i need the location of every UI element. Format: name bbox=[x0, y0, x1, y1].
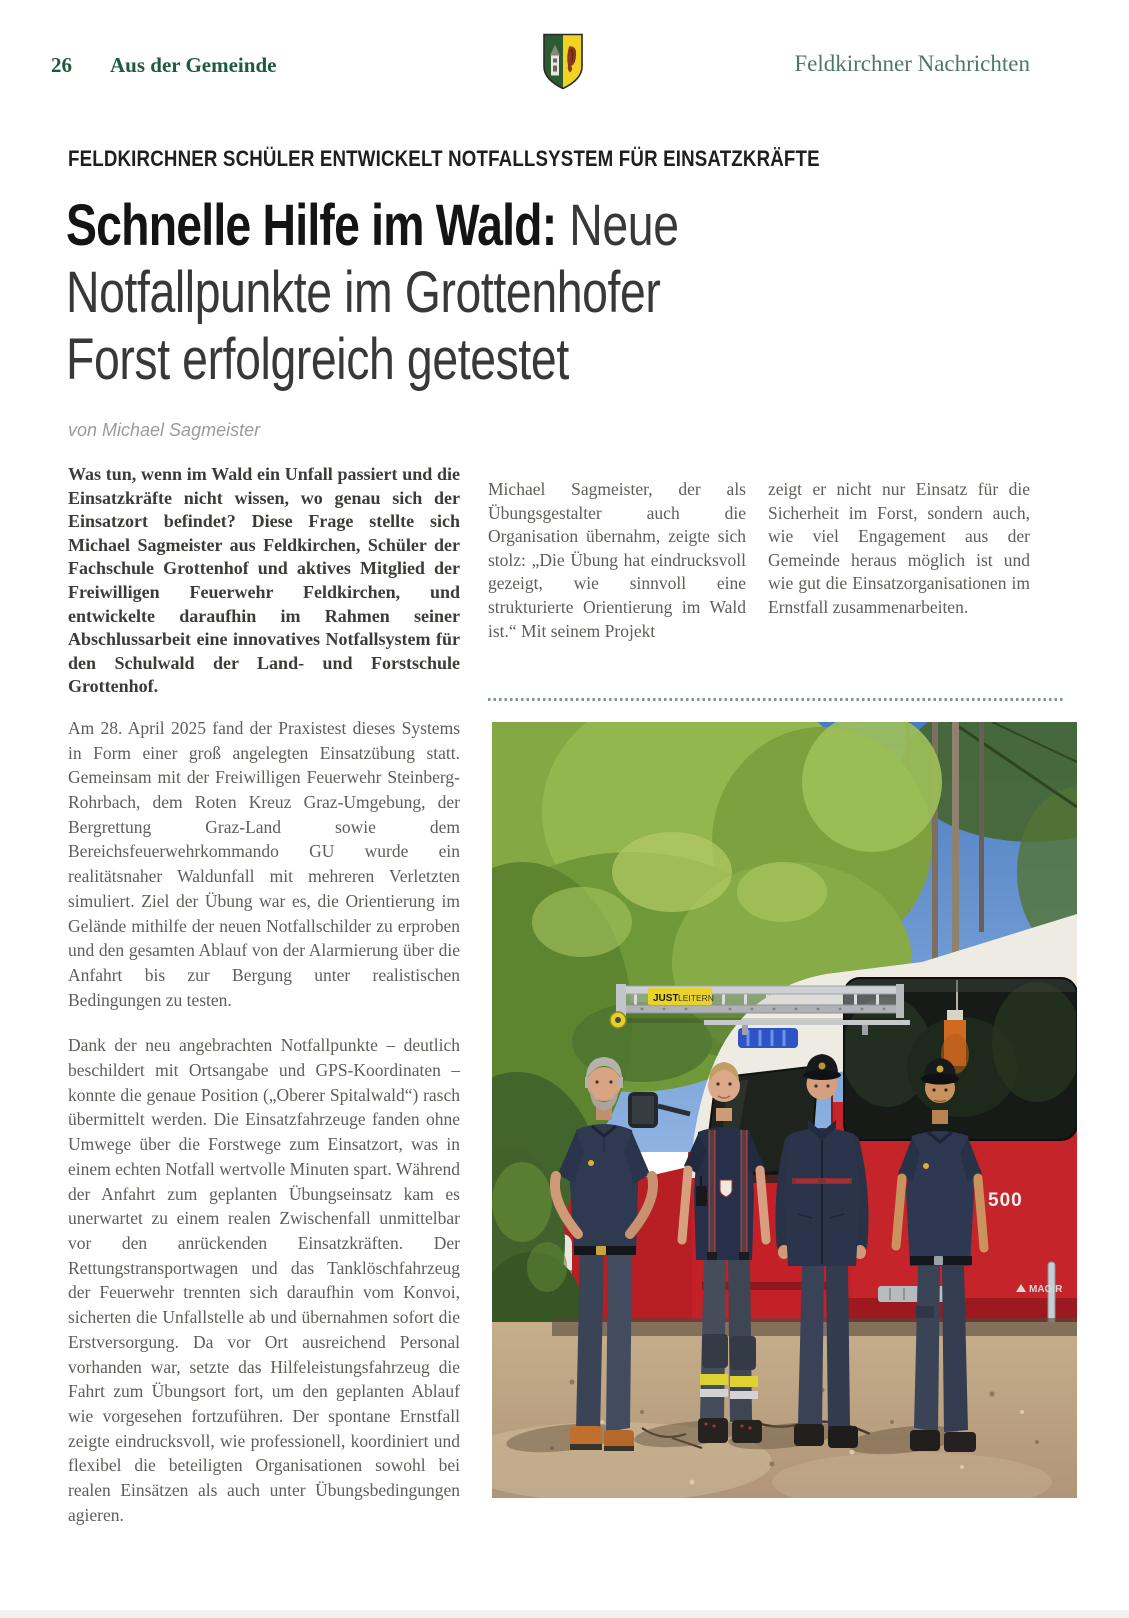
truck-number-label: 500 bbox=[988, 1190, 1023, 1211]
section-title: Aus der Gemeinde bbox=[110, 53, 277, 77]
page-footer-strip bbox=[0, 1610, 1129, 1618]
truck-brand-label: MAGIR bbox=[1029, 1284, 1063, 1295]
body-paragraph-col3: zeigt er nicht nur Einsatz für die Sicherheit im Forst, sondern auch, wie viel Engagement aus der Gemeinde heraus möglich ist und wie gut die Einsatzorganisationen im Ernstfall zusammenarbeiten. bbox=[768, 479, 1030, 617]
article-column-2 bbox=[488, 478, 746, 643]
page-number: 26 bbox=[51, 53, 72, 77]
body-paragraph-col2: Michael Sagmeister, der als Übungsgestalter auch die Organisation übernahm, zeigte sich stolz: „Die Übung hat eindrucksvoll gezeigt, wie sinnvoll eine strukturierte Orientierung im Wald ist.“ Mit seinem Projekt bbox=[488, 479, 746, 641]
article-column-1 bbox=[68, 463, 460, 1527]
headline-line-1 bbox=[66, 192, 874, 259]
municipality-crest-icon bbox=[543, 33, 583, 90]
article-column-3 bbox=[768, 478, 1030, 620]
headline-bold: Schnelle Hilfe im Wald: bbox=[66, 193, 557, 258]
body-paragraph-3: Dank der neu angebrachten Notfallpunkte – deutlich beschildert mit Ortsangabe und GPS-Koordinaten – konnte die genaue Position („Oberer Spitalwald“) rasch übermittelt werden. Die Einsatzfahrzeuge fanden ohne Umwege über die Forstwege zum Einsatzort, was in einem echten Notfall wertvolle Minuten spart. Während der Anfahrt zum geplanten Übungseinsatz kam es unerwartet zu einem realen Zwischenfall unmittelbar vor den anrückenden Einsatzkräften. Der Rettungstransportwagen und das Tanklöschfahrzeug der Feuerwehr trennten sich daraufhin vom Konvoi, sicherten die Unfallstelle ab und übernahmen sofort die Erstversorgung. Da vor Ort ausreichend Personal vorhanden war, setzte das Hilfeleistungsfahrzeug die Fahrt zum Übungsort fort, um den geplanten Ablauf wie vorgesehen fortzuführen. Der spontane Ernstfall zeigte eindrucksvoll, wie professionell, koordiniert und flexibel die beteiligten Organisationen sowohl bei realen Einsätzen als auch unter Übungsbedingungen agieren. bbox=[68, 1035, 460, 1525]
ladder-brand-bold: JUST bbox=[653, 993, 679, 1004]
dotted-separator bbox=[488, 698, 1064, 701]
article-photo bbox=[492, 722, 1077, 1498]
masthead: Feldkirchner Nachrichten bbox=[794, 51, 1030, 76]
headline-light: Neue bbox=[569, 193, 679, 258]
headline-line-3: Forst erfolgreich getestet bbox=[66, 327, 569, 392]
ladder-brand-light: LEITERN bbox=[678, 993, 714, 1003]
article-kicker: FELDKIRCHNER SCHÜLER ENTWICKELT NOTFALLSYSTEM FÜR EINSATZKRÄFTE bbox=[68, 146, 820, 171]
lead-paragraph: Was tun, wenn im Wald ein Unfall passiert und die Einsatzkräfte nicht wissen, wo genau sich der Einsatzort befindet? Diese Frage stellte sich Michael Sagmeister aus Feldkirchen, Schüler der Fachschule Grottenhof und aktives Mitglied der Freiwilligen Feuerwehr Feldkirchen, und entwickelte daraufhin im Rahmen seiner Abschlussarbeit eine innovatives Notfallsystem für den Schulwald der Land- und Forstschule Grottenhof. bbox=[68, 464, 460, 697]
article-headline bbox=[66, 192, 874, 393]
byline: von Michael Sagmeister bbox=[68, 420, 261, 440]
body-paragraph-2: Am 28. April 2025 fand der Praxistest dieses Systems in Form einer groß angelegten Einsatzübung statt. Gemeinsam mit der Freiwilligen Feuerwehr Steinberg-Rohrbach, dem Roten Kreuz Graz-Umgebung, der Bergrettung Graz-Land sowie dem Bereichsfeuerwehrkommando GU wurde ein realitätsnaher Waldunfall mit mehreren Verletzten simuliert. Ziel der Übung war es, die Orientierung im Gelände mithilfe der neuen Notfallschilder zu erproben und den gesamten Ablauf von der Alarmierung über die Anfahrt bis zur Bergung unter realistischen Bedingungen zu testen. bbox=[68, 717, 460, 1010]
headline-line-2: Notfallpunkte im Grottenhofer bbox=[66, 260, 661, 325]
ladder-brand-plate bbox=[648, 988, 714, 1005]
